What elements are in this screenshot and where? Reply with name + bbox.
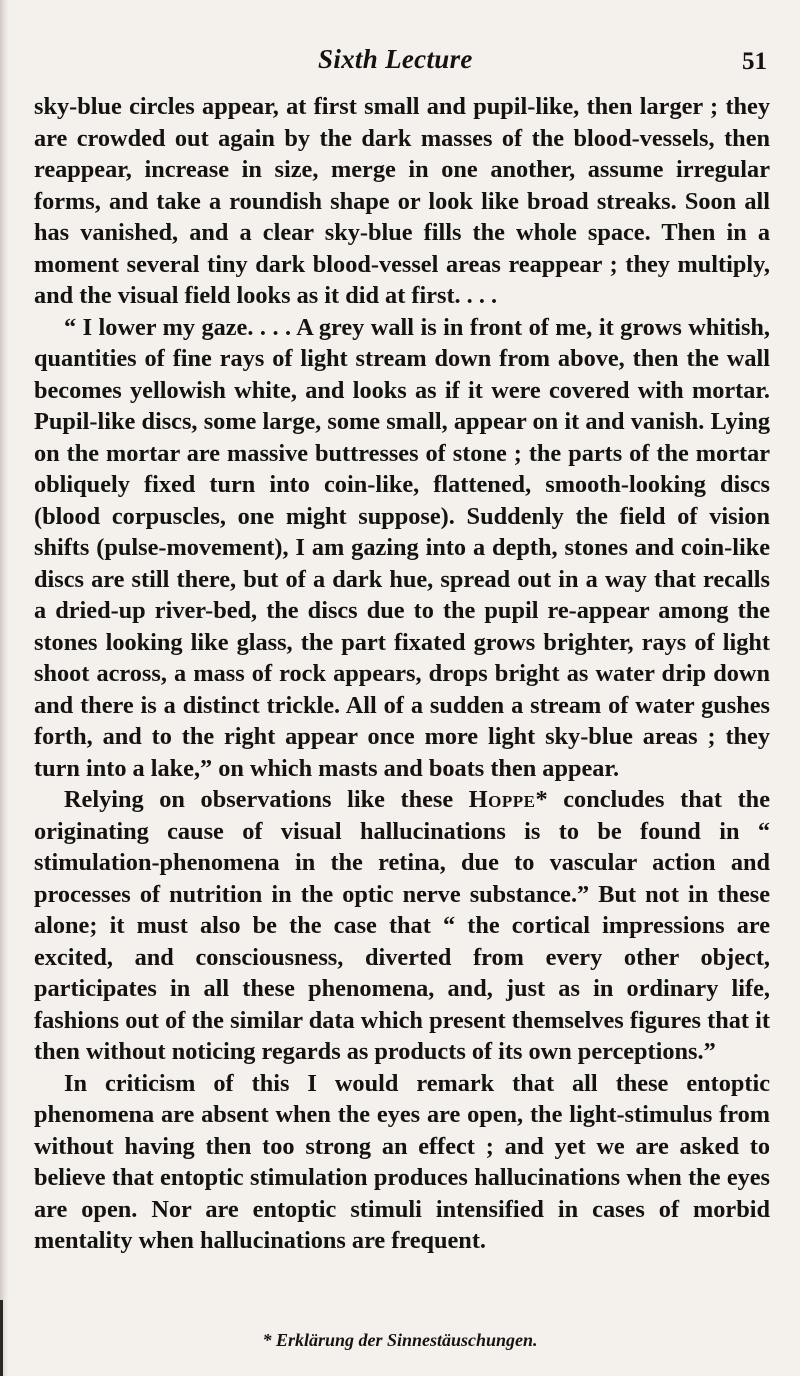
page-gutter-shadow — [0, 0, 9, 1376]
paragraph-3-lead: Relying on observations like these — [64, 786, 469, 813]
page-number: 51 — [742, 48, 767, 75]
running-head — [0, 44, 800, 84]
paragraph-2: “ I lower my gaze. . . . A grey wall is in front of me, it grows whitish, quantities of fine rays of light stream down from above, then the wall becomes yellowish white, and looks as if it were covered with mortar. Pupil-like discs, some large, some small, appear on it and vanish. Lying on the mortar are massive buttresses of stone ; the parts of the mortar obliquely fixed turn into coin-like, flattened, smooth-looking discs (blood corpuscles, one might suppose). Suddenly the field of vision shifts (pulse-movement), I am gazing into a depth, stones and coin-like discs are still there, but of a dark hue, spread out in a way that recalls a dried-up river-bed, the discs due to the pupil re-appear among the stones looking like glass, the part fixated grows brighter, rays of light shoot across, a mass of rock appears, drops bright as water drip down and there is a distinct trickle. All of a sudden a stream of water gushes forth, and to the right appear once more light sky-blue areas ; they turn into a lake,” on which masts and boats then appear. — [34, 313, 770, 782]
running-title: Sixth Lecture — [318, 44, 473, 74]
body-text — [34, 91, 770, 1257]
paragraph-3-rest: * concludes that the originating cause of visual hallucinations is to be found in “ stimulation-phenomena in the retina, due to vascular action and processes of nutrition in the optic nerve substance.” But not in these alone; it must also be the case that “ the cortical impressions are excited, and consciousness, diverted from every other object, participates in all these phenomena, and, just as in ordinary life, fashions out of the similar data which present themselves figures that it then without noticing regards as products of its own perceptions.” — [34, 786, 770, 1065]
paragraph-4: In criticism of this I would remark that all these entoptic phenomena are absent when the eyes are open, the light-stimulus from without having then too strong an effect ; and yet we are asked to believe that entoptic stimulation produces hallucinations when the eyes are open. Nor are entoptic stimuli intensified in cases of morbid mentality when hallucinations are frequent. — [34, 1069, 770, 1254]
author-name: Hoppe — [468, 786, 536, 813]
paragraph-3 — [34, 784, 770, 1068]
footnote: * Erklärung der Sinnestäuschungen. — [262, 1330, 538, 1350]
paragraph-1: sky-blue circles appear, at first small and pupil-like, then larger ; they are crowded out again by the dark masses of the blood-vessels, then reappear, increase in size, merge in one another, assume irregular forms, and take a roundish shape or look like broad streaks. Soon all has vanished, and a clear sky-blue fills the whole space. Then in a moment several tiny dark blood-vessel areas reappear ; they multiply, and the visual field looks as it did at first. . . . — [34, 93, 770, 309]
